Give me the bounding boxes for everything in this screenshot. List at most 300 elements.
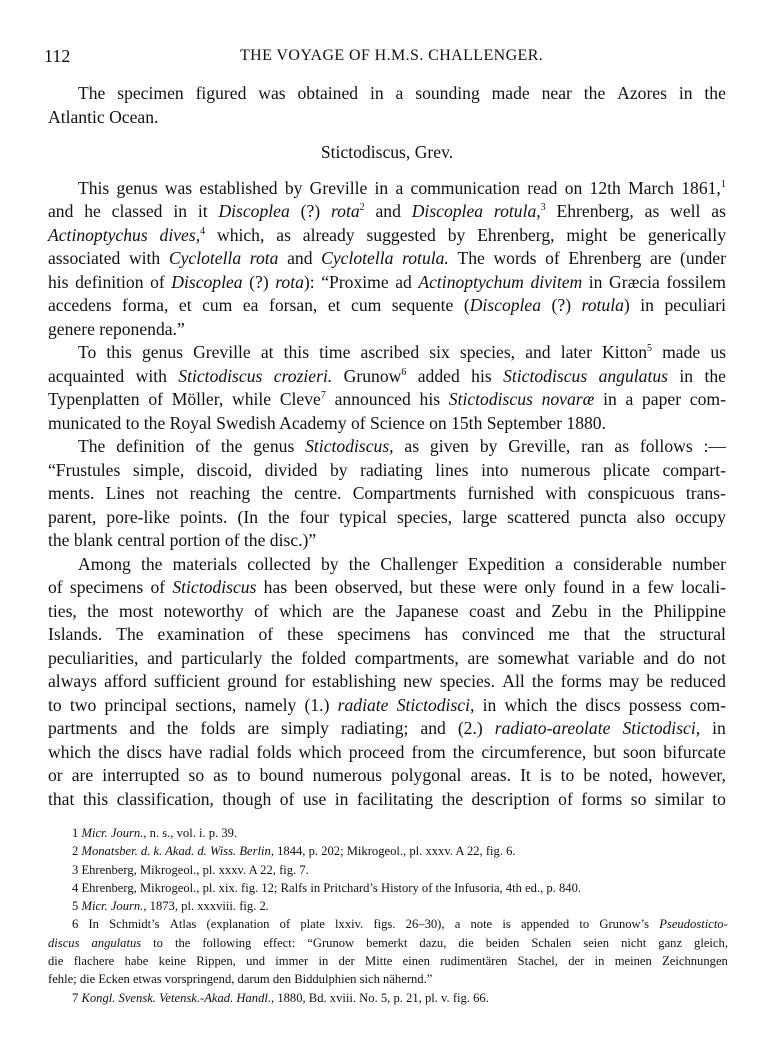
text: classed bbox=[111, 201, 163, 221]
text: in bbox=[597, 600, 612, 621]
body-word bbox=[264, 576, 287, 600]
body-word bbox=[655, 788, 704, 812]
text: partments bbox=[48, 718, 118, 738]
text: that bbox=[48, 788, 75, 809]
body-word bbox=[662, 764, 726, 788]
text: well bbox=[670, 201, 701, 221]
footnote-ref: 5 bbox=[647, 343, 653, 355]
text: of bbox=[558, 788, 573, 809]
text: to bbox=[236, 765, 251, 785]
italic-text: Stictodiscus, bbox=[305, 436, 394, 456]
body-word bbox=[686, 482, 726, 506]
text: ( bbox=[463, 295, 470, 315]
text: ments. bbox=[48, 483, 95, 503]
text: Japanese bbox=[396, 600, 459, 621]
text: already bbox=[302, 224, 355, 245]
text: numerous bbox=[521, 459, 591, 480]
text: Stachel, bbox=[517, 954, 558, 969]
body-word bbox=[361, 341, 420, 365]
text: 1861, bbox=[681, 177, 721, 198]
body-word bbox=[141, 553, 163, 577]
text: ad bbox=[395, 271, 412, 292]
text: Philippine bbox=[653, 600, 726, 621]
text: species, bbox=[459, 342, 516, 362]
footnotes bbox=[48, 824, 728, 1007]
body-word bbox=[196, 82, 247, 106]
body-word bbox=[584, 82, 606, 106]
body-word bbox=[213, 764, 228, 788]
text: beiden bbox=[485, 935, 520, 950]
body-word bbox=[632, 576, 640, 600]
text: by bbox=[320, 553, 339, 574]
body-word bbox=[328, 294, 341, 318]
footnote-ref: 4 bbox=[200, 225, 206, 237]
text: in bbox=[173, 201, 187, 221]
italic-text: Stictodisci, bbox=[396, 694, 475, 715]
text: the blank central portion of the disc.)” bbox=[48, 530, 317, 550]
body-word bbox=[585, 694, 620, 718]
italic-text: dives, bbox=[159, 224, 201, 245]
body-word bbox=[303, 224, 355, 248]
text: pore-like bbox=[106, 506, 170, 527]
text: associated bbox=[48, 248, 121, 268]
body-word bbox=[650, 247, 671, 271]
body-word bbox=[462, 623, 534, 647]
body-word bbox=[504, 694, 547, 718]
text: for bbox=[284, 671, 305, 691]
text: sounding bbox=[415, 83, 480, 103]
body-word bbox=[397, 506, 452, 530]
text: the bbox=[583, 83, 606, 103]
body-word bbox=[338, 694, 389, 718]
footnote-word bbox=[595, 952, 605, 970]
footnote-word bbox=[568, 952, 584, 970]
text: the bbox=[555, 694, 578, 715]
text: folds bbox=[256, 741, 292, 762]
text: coast bbox=[468, 600, 506, 621]
text: radial bbox=[209, 741, 250, 762]
text: this bbox=[283, 342, 310, 362]
text: his bbox=[419, 389, 441, 409]
body-word bbox=[430, 435, 469, 459]
text: in bbox=[369, 83, 384, 103]
body-word bbox=[300, 506, 329, 530]
text: this bbox=[82, 788, 109, 809]
body-word bbox=[344, 365, 407, 389]
body-word bbox=[643, 647, 668, 671]
body-word bbox=[670, 200, 700, 224]
footnote-content bbox=[72, 897, 269, 915]
body-word bbox=[492, 82, 530, 106]
text: ganz bbox=[658, 935, 683, 950]
text: radiating bbox=[360, 459, 423, 480]
text: in bbox=[679, 365, 694, 386]
text: sequente bbox=[391, 295, 454, 315]
body-word bbox=[440, 670, 495, 694]
body-word bbox=[581, 435, 603, 459]
text: a bbox=[454, 917, 461, 932]
text: with bbox=[128, 248, 161, 268]
text: Schmidt’s bbox=[109, 917, 160, 932]
footnote-line bbox=[48, 970, 728, 988]
body-word bbox=[169, 247, 241, 271]
text: (In bbox=[237, 506, 258, 527]
body-word bbox=[628, 177, 674, 201]
body-word bbox=[276, 224, 291, 248]
text: might bbox=[566, 224, 608, 245]
text: observed, bbox=[334, 577, 403, 597]
body-word bbox=[623, 741, 656, 765]
body-word bbox=[102, 764, 179, 788]
text: forms bbox=[560, 671, 602, 691]
body-word bbox=[217, 224, 264, 248]
running-title: THE VOYAGE OF H.M.S. CHALLENGER. bbox=[240, 47, 544, 64]
footnote-word bbox=[170, 915, 197, 933]
body-line bbox=[48, 600, 726, 624]
body-line bbox=[48, 647, 726, 671]
body-word bbox=[642, 388, 681, 412]
body-word bbox=[679, 365, 693, 389]
text: 2 bbox=[72, 844, 82, 859]
text: ties, bbox=[48, 600, 77, 621]
body-word bbox=[666, 271, 726, 295]
text: This bbox=[78, 177, 110, 198]
text: 12th bbox=[589, 177, 621, 198]
body-word bbox=[566, 224, 607, 248]
text: Stictodiscus, Grev. bbox=[320, 142, 454, 162]
text: sufficient bbox=[153, 671, 221, 691]
text: the bbox=[452, 741, 475, 762]
text: these bbox=[287, 624, 324, 644]
body-word bbox=[48, 506, 96, 530]
text: me bbox=[548, 624, 570, 644]
body-line bbox=[48, 294, 726, 318]
text: are bbox=[247, 718, 270, 738]
body-line bbox=[48, 741, 726, 765]
body-word bbox=[78, 553, 131, 577]
body-word bbox=[104, 694, 167, 718]
text: forsan, bbox=[268, 295, 318, 315]
body-line bbox=[48, 177, 726, 201]
body-line bbox=[48, 82, 726, 106]
body-word bbox=[561, 670, 602, 694]
body-word bbox=[654, 600, 726, 624]
text: are bbox=[649, 248, 672, 268]
body-word bbox=[221, 435, 243, 459]
body-line bbox=[48, 576, 726, 600]
text: (1.) bbox=[304, 694, 330, 715]
text: that bbox=[583, 624, 611, 644]
text: radiating; bbox=[340, 718, 409, 738]
text: but bbox=[593, 741, 616, 762]
body-word bbox=[599, 365, 668, 389]
footnote-line bbox=[48, 897, 728, 915]
body-word bbox=[481, 741, 586, 765]
text: the bbox=[98, 741, 120, 762]
body-word bbox=[640, 294, 654, 318]
text: do bbox=[677, 647, 695, 668]
italic-text: Discoplea bbox=[218, 201, 290, 221]
text: in bbox=[594, 954, 605, 969]
body-word bbox=[603, 388, 617, 412]
body-word bbox=[679, 82, 693, 106]
text: communication bbox=[410, 177, 520, 198]
footnote-word bbox=[458, 934, 473, 952]
text: furnished bbox=[467, 483, 534, 503]
body-word bbox=[258, 623, 273, 647]
text: are bbox=[332, 600, 354, 621]
footnote-word bbox=[599, 915, 649, 933]
text: to bbox=[153, 935, 163, 950]
text: figs. bbox=[373, 917, 396, 932]
text: folds bbox=[200, 718, 236, 738]
body-word bbox=[391, 764, 461, 788]
text: Expedition bbox=[467, 553, 545, 574]
footnote-word bbox=[125, 952, 149, 970]
body-line bbox=[48, 482, 726, 506]
body-word bbox=[711, 200, 726, 224]
body-word bbox=[617, 82, 667, 106]
text: Islands. bbox=[48, 624, 103, 644]
body-word bbox=[116, 435, 184, 459]
text: the bbox=[704, 83, 726, 103]
body-word bbox=[410, 576, 432, 600]
body-word bbox=[72, 764, 93, 788]
body-word bbox=[370, 82, 384, 106]
footnote-word bbox=[659, 915, 728, 933]
text: a bbox=[632, 577, 641, 597]
body-line bbox=[48, 764, 726, 788]
text: Zebu bbox=[551, 600, 588, 621]
body-word bbox=[48, 224, 148, 248]
body-word bbox=[319, 341, 350, 365]
body-word bbox=[578, 647, 635, 671]
body-line bbox=[48, 388, 726, 412]
body-word bbox=[248, 717, 269, 741]
text: rudimentären bbox=[440, 954, 508, 969]
body-word bbox=[156, 482, 178, 506]
text: and bbox=[375, 201, 401, 221]
body-word bbox=[611, 576, 625, 600]
text: by bbox=[284, 177, 303, 198]
text: established bbox=[199, 177, 278, 198]
body-word bbox=[396, 82, 404, 106]
text: and bbox=[643, 647, 669, 668]
text: ground bbox=[227, 671, 278, 691]
body-line bbox=[48, 141, 726, 165]
text: 1880, Bd. xviii. No. 5, p. 21, pl. v. fig. 66. bbox=[274, 990, 489, 1005]
text: und bbox=[246, 954, 265, 969]
body-word bbox=[87, 600, 109, 624]
text: peculiarities, bbox=[48, 647, 139, 668]
body-word bbox=[218, 200, 289, 224]
body-word bbox=[254, 600, 269, 624]
body-word bbox=[104, 670, 147, 694]
footnote-word bbox=[48, 934, 79, 952]
text: given bbox=[429, 436, 469, 456]
text: the bbox=[220, 436, 243, 456]
footnote-word bbox=[366, 934, 407, 952]
body-word bbox=[498, 647, 569, 671]
footnote-word bbox=[531, 934, 571, 952]
text: as bbox=[711, 201, 726, 221]
body-word bbox=[468, 553, 545, 577]
body-word bbox=[483, 694, 497, 718]
text: in bbox=[374, 177, 389, 198]
body-word bbox=[313, 764, 382, 788]
text: definition bbox=[75, 271, 144, 292]
text: municated to the Royal Swedish Academy of Science on 15th September 1880. bbox=[48, 412, 606, 433]
body-word bbox=[48, 294, 112, 318]
text: discs bbox=[585, 694, 621, 715]
body-line bbox=[48, 459, 726, 483]
text: Grunow’s bbox=[599, 917, 650, 932]
body-word bbox=[663, 741, 726, 765]
text: the bbox=[270, 647, 293, 668]
text: not bbox=[155, 483, 179, 503]
body-word bbox=[106, 341, 131, 365]
body-word bbox=[321, 553, 339, 577]
body-word bbox=[171, 271, 242, 295]
body-word bbox=[622, 600, 644, 624]
text: of bbox=[148, 389, 163, 409]
text: us bbox=[710, 342, 726, 362]
body-word bbox=[312, 670, 396, 694]
body-word bbox=[495, 717, 611, 741]
text: the bbox=[621, 600, 644, 621]
text: classification, bbox=[116, 788, 214, 809]
text: following bbox=[202, 935, 252, 950]
body-word bbox=[471, 764, 512, 788]
body-word bbox=[78, 341, 96, 365]
footnote-word bbox=[159, 952, 186, 970]
italic-text: Cyclotella bbox=[321, 248, 394, 268]
text: 26–30), bbox=[405, 917, 445, 932]
body-word bbox=[357, 788, 433, 812]
body-word bbox=[222, 788, 271, 812]
body-word bbox=[681, 177, 726, 201]
body-word bbox=[593, 741, 615, 765]
body-word bbox=[274, 365, 332, 389]
italic-text: Discoplea bbox=[171, 271, 243, 292]
body-word bbox=[303, 788, 326, 812]
footnote-word bbox=[109, 915, 159, 933]
text: 1844, p. 202; Mikrogeol., pl. xxxv. A 22, fig. 6. bbox=[273, 844, 516, 859]
text: dazu, bbox=[419, 935, 447, 950]
text: with bbox=[135, 365, 167, 386]
body-word bbox=[117, 177, 158, 201]
body-word bbox=[418, 365, 460, 389]
body-word bbox=[258, 82, 285, 106]
body-word bbox=[395, 271, 412, 295]
body-word bbox=[493, 247, 536, 271]
text: has bbox=[263, 577, 288, 597]
body-line bbox=[48, 200, 726, 224]
text: the bbox=[268, 506, 290, 527]
body-word bbox=[119, 600, 153, 624]
text: establishing bbox=[312, 671, 397, 691]
text: materials bbox=[172, 553, 238, 574]
body-line bbox=[48, 318, 726, 342]
text: plate bbox=[300, 917, 325, 932]
text: habe bbox=[124, 954, 149, 969]
body-word bbox=[301, 647, 346, 671]
text: parent, bbox=[48, 506, 97, 527]
body-content bbox=[321, 141, 453, 165]
text: locali- bbox=[681, 577, 726, 597]
body-word bbox=[483, 576, 517, 600]
body-word bbox=[48, 600, 77, 624]
text: reaching bbox=[189, 483, 251, 503]
italic-text: Micr. Journ., bbox=[81, 899, 147, 914]
text: Ehrenberg bbox=[568, 248, 642, 268]
text: species, bbox=[396, 506, 453, 527]
text: only bbox=[524, 577, 556, 597]
italic-text: rotula. bbox=[402, 248, 449, 268]
text: meinen bbox=[614, 954, 652, 969]
body-word bbox=[321, 271, 388, 295]
text: the bbox=[441, 788, 464, 809]
text: these bbox=[439, 577, 476, 597]
italic-text: Stictodiscus bbox=[172, 577, 257, 597]
text: which bbox=[504, 694, 548, 715]
body-word bbox=[331, 200, 365, 224]
text: near bbox=[541, 83, 572, 103]
body-word bbox=[712, 788, 726, 812]
text: immer bbox=[275, 954, 309, 969]
body-word bbox=[392, 294, 454, 318]
footnote-word bbox=[583, 934, 609, 952]
text: typical bbox=[339, 506, 387, 527]
body-word bbox=[561, 341, 592, 365]
body-word bbox=[199, 177, 277, 201]
body-word bbox=[48, 717, 117, 741]
body-word bbox=[545, 247, 560, 271]
italic-text: angulatus bbox=[598, 365, 668, 386]
body-word bbox=[299, 741, 342, 765]
footnote-word bbox=[72, 915, 78, 933]
body-word bbox=[480, 435, 498, 459]
body-word bbox=[169, 741, 202, 765]
body-word bbox=[232, 388, 271, 412]
body-word bbox=[249, 271, 269, 295]
body-word bbox=[429, 341, 450, 365]
footnote-word bbox=[318, 952, 328, 970]
body-word bbox=[494, 200, 546, 224]
body-word bbox=[545, 482, 576, 506]
text: flachere bbox=[73, 954, 115, 969]
footnote-word bbox=[658, 934, 682, 952]
text: afford bbox=[104, 671, 147, 691]
text: the bbox=[531, 671, 554, 691]
text: and bbox=[515, 600, 541, 621]
body-word bbox=[294, 576, 327, 600]
footnote-line bbox=[48, 879, 728, 897]
text: as bbox=[644, 201, 660, 221]
text: note bbox=[470, 917, 493, 932]
text: To bbox=[78, 342, 97, 362]
body-word bbox=[598, 600, 612, 624]
text: appended bbox=[520, 917, 570, 932]
body-word bbox=[190, 482, 251, 506]
body-word bbox=[425, 623, 448, 647]
body-word bbox=[247, 553, 311, 577]
body-word bbox=[280, 788, 295, 812]
body-word bbox=[542, 82, 572, 106]
text: genere reponenda.” bbox=[48, 318, 185, 339]
body-word bbox=[580, 506, 627, 530]
body-word bbox=[48, 247, 120, 271]
